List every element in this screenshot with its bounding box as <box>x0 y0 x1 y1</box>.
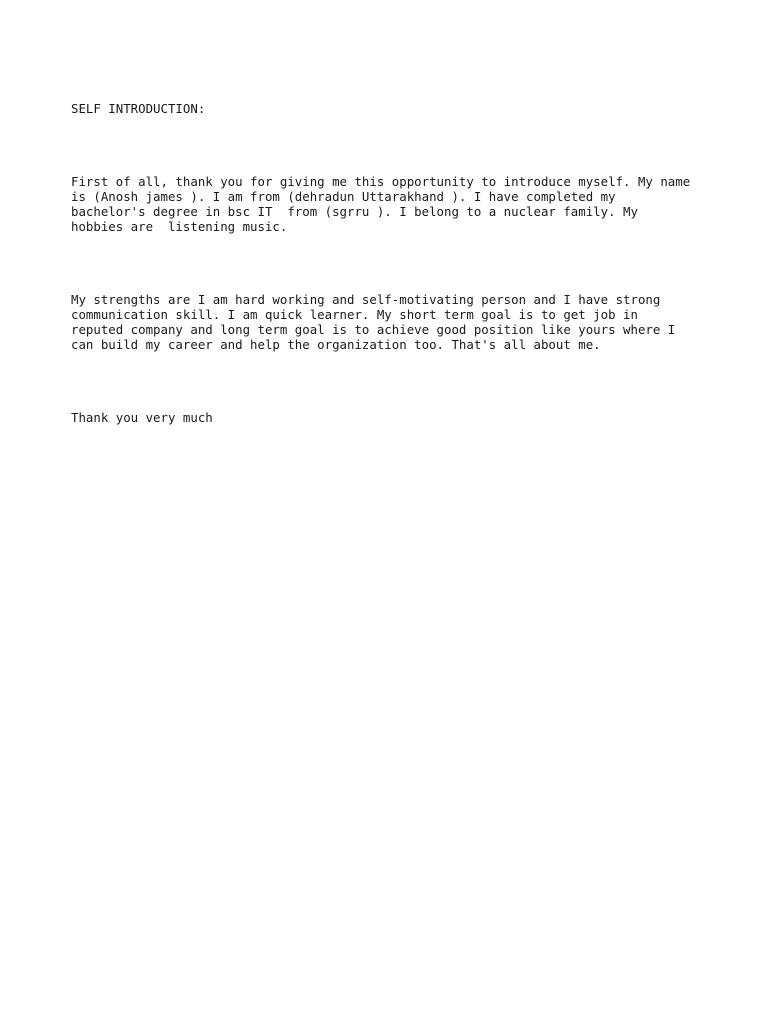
strengths-paragraph <box>71 293 711 352</box>
text-line: First of all, thank you for giving me this opportunity to introduce myself. My name <box>71 174 691 190</box>
text-line: reputed company and long term goal is to achieve good position like yours where I <box>71 321 676 337</box>
closing-line: Thank you very much <box>71 410 213 426</box>
text-line: communication skill. I am quick learner. My short term goal is to get job in <box>71 306 638 322</box>
text-line: can build my career and help the organization too. That's all about me. <box>71 336 601 352</box>
text-line: bachelor's degree in bsc IT from (sgrru ). I belong to a nuclear family. My <box>71 203 638 219</box>
document-heading: SELF INTRODUCTION: <box>71 100 206 116</box>
document-body <box>71 72 711 456</box>
text-line: hobbies are listening music. <box>71 218 288 234</box>
text-line: My strengths are I am hard working and self-motivating person and I have strong <box>71 292 661 308</box>
text-line: is (Anosh james ). I am from (dehradun Uttarakhand ). I have completed my <box>71 188 616 204</box>
intro-paragraph <box>71 175 711 234</box>
